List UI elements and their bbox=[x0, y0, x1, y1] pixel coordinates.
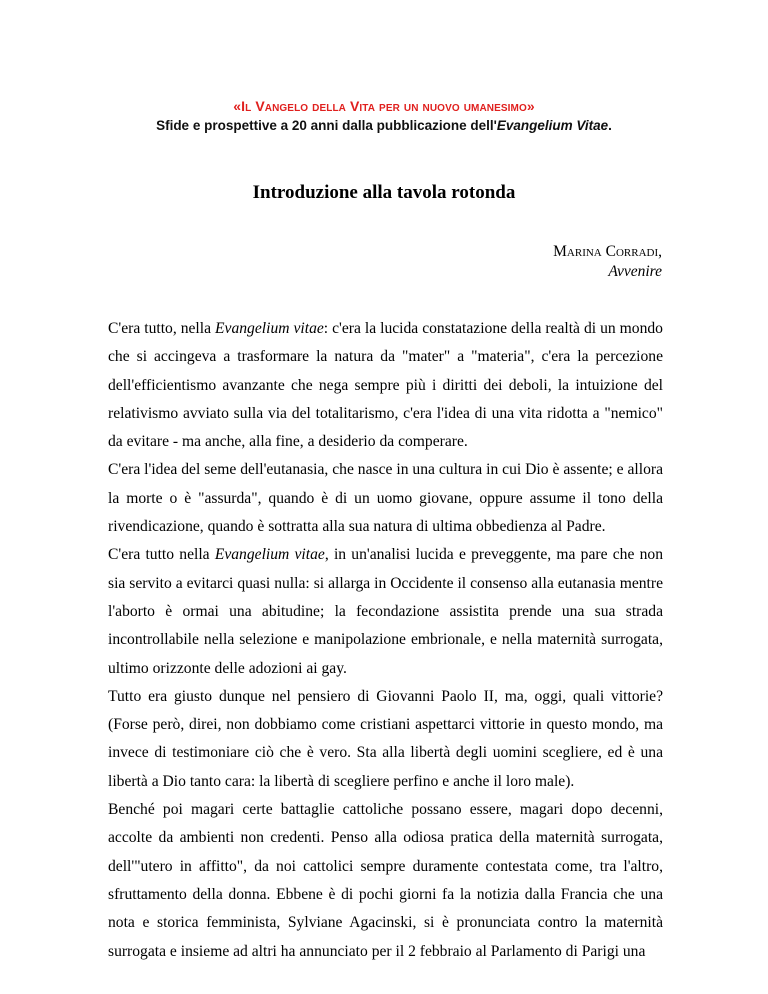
subtitle-suffix: . bbox=[608, 118, 612, 133]
article-body bbox=[108, 315, 663, 966]
paragraph-1 bbox=[108, 315, 663, 456]
paragraph-4: Tutto era giusto dunque nel pensiero di Giovanni Paolo II, ma, oggi, quali vittorie? (Forse però, direi, non dobbiamo come cristiani aspettarci vittorie in questo mondo, ma invece di testimoniare ciò che è vero. Sta alla libertà degli uomini scegliere, ed è una libertà a Dio tanto cara: la libertà di scegliere perfino e anche il loro male). bbox=[108, 687, 663, 790]
paragraph-2: C'era l'idea del seme dell'eutanasia, che nasce in una cultura in cui Dio è assente; e allora la morte o è "assurda", quando è di un uomo giovane, oppure assume il tono della rivendicazione, quando è sottratta alla sua natura di ultima obbedienza al Padre. bbox=[108, 461, 663, 536]
paragraph-5: Benché poi magari certe battaglie cattoliche possano essere, magari dopo decenni, accolte da ambienti non credenti. Penso alla odiosa pratica della maternità surrogata, dell'"utero in affitto", da noi cattolici sempre duramente contestata come, tra l'altro, sfruttamento della donna. Ebbene è di pochi giorni fa la notizia dalla Francia che una nota e storica femminista, Sylviane Agacinski, si è pronunciata contro la maternità surrogata e insieme ad altri ha annunciato per il 2 febbraio al Parlamento di Parigi una bbox=[108, 801, 663, 960]
article-title: Introduzione alla tavola rotonda bbox=[252, 182, 516, 203]
paragraph-1-italic: Evangelium vitae bbox=[215, 320, 324, 337]
subtitle-italic: Evangelium Vitae bbox=[496, 118, 609, 133]
paragraph-1-text-a: C'era tutto, nella bbox=[108, 320, 216, 337]
paragraph-3-text-a: C'era tutto nella bbox=[108, 546, 215, 564]
author-name: Marina Corradi, bbox=[553, 243, 662, 260]
paragraph-3-text-b: , in un'analisi lucida e preveggente, ma pare che non sia servito a evitarci quasi nulla: si allarga in Occidente il consenso alla eutanasia mentre l'aborto è ormai una abitudine; la fecondazione assistita prende una sua strada incontrollabile nella selezione e manipolazione embrionale, e nella maternità surrogata, ultimo orizzonte delle adozioni ai gay. bbox=[108, 546, 663, 677]
conference-subtitle bbox=[0, 117, 768, 135]
author-block bbox=[553, 242, 662, 282]
author-organization: Avvenire bbox=[608, 263, 662, 280]
paragraph-1-text-b: : c'era la lucida constatazione della realtà di un mondo che si accingeva a trasformare la natura da "mater" a "materia", c'era la percezione dell'efficientismo avanzante che nega sempre più i diritti dei deboli, la intuizione del relativismo avviato sulla via del totalitarismo, c'era l'idea di una vita ridotta a "nemico" da evitare - ma anche, alla fine, a desiderio da comperare. bbox=[108, 320, 663, 451]
conference-title: «Il Vangelo della Vita per un nuovo umanesimo» bbox=[233, 98, 535, 114]
paragraph-3-italic: Evangelium vitae bbox=[214, 546, 325, 564]
paragraph-3 bbox=[108, 541, 663, 682]
subtitle-prefix: Sfide e prospettive a 20 anni dalla pubblicazione dell' bbox=[156, 118, 497, 133]
